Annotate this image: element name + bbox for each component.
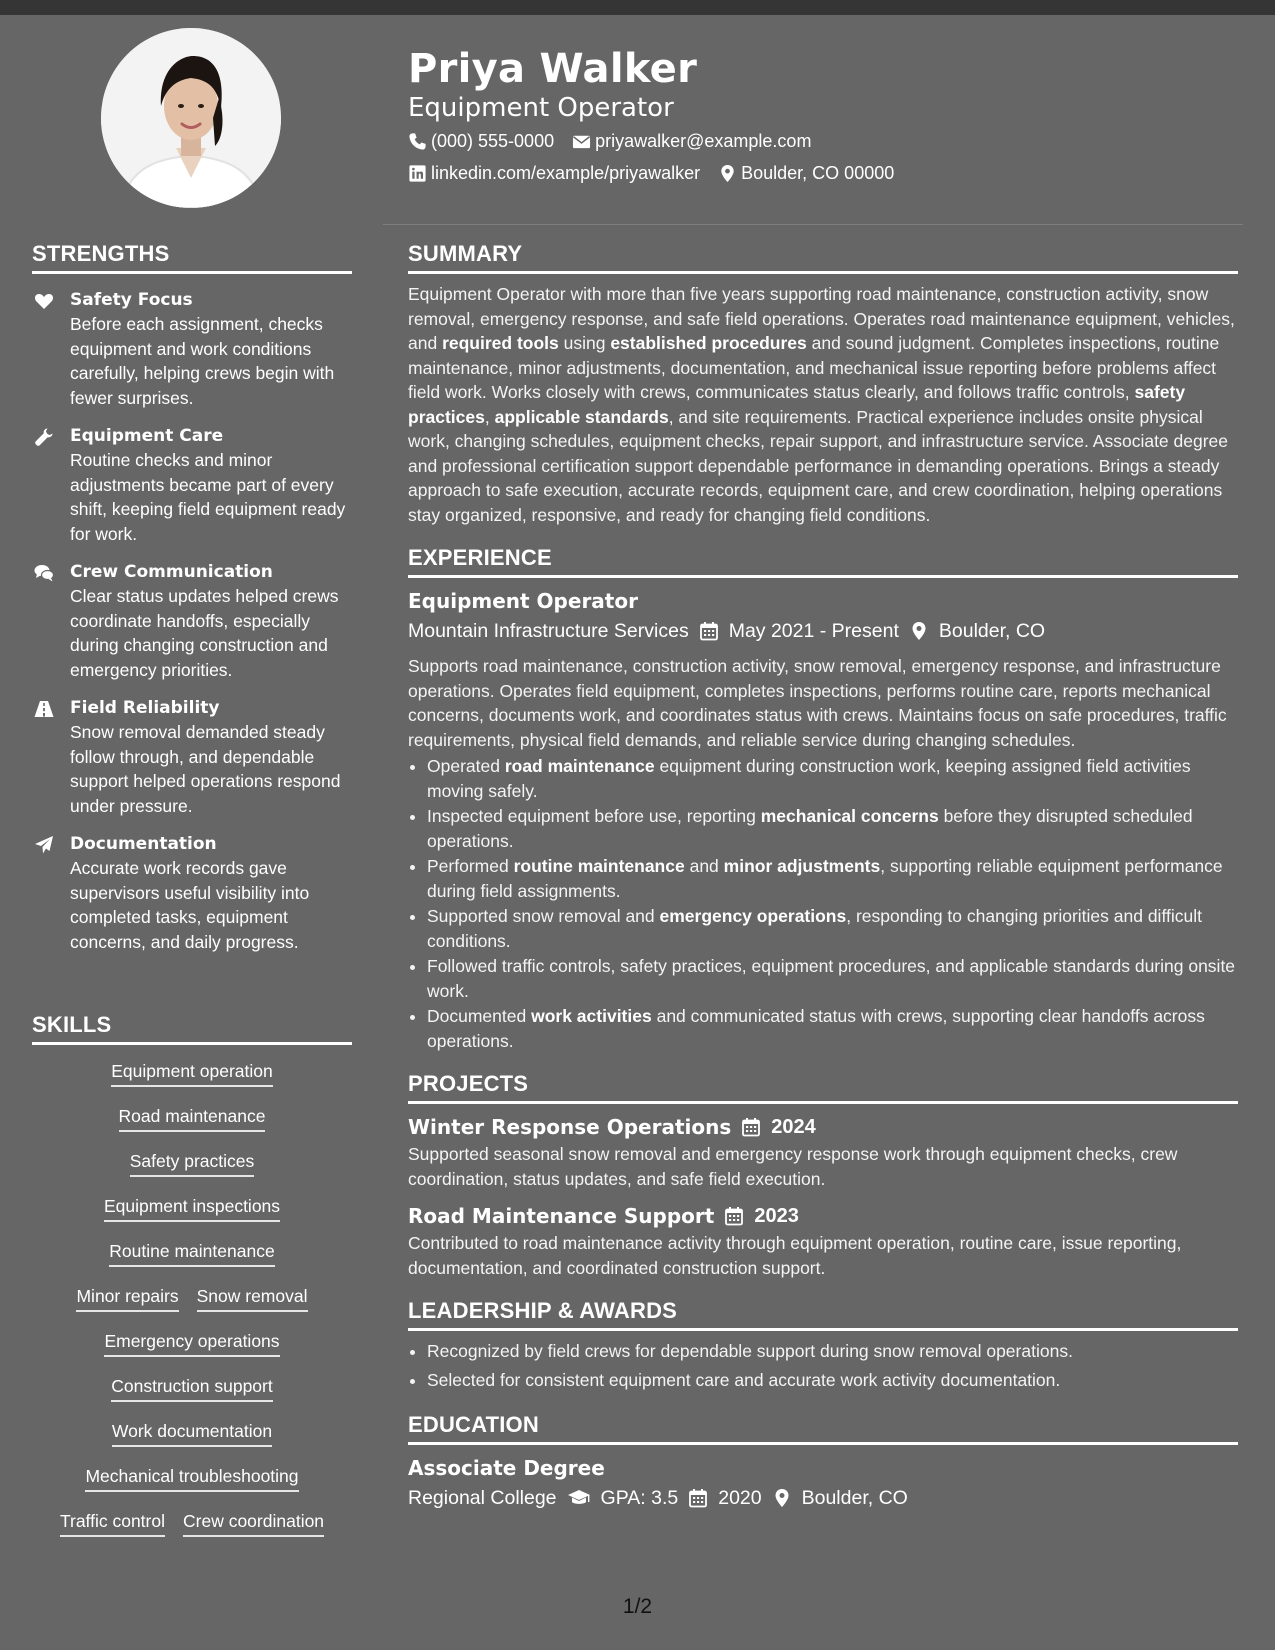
calendar-icon bbox=[724, 1206, 744, 1226]
strength-title: Documentation bbox=[70, 834, 217, 854]
road-icon bbox=[34, 699, 54, 719]
strength-item bbox=[32, 832, 352, 954]
graduation-cap-icon bbox=[567, 1488, 591, 1508]
strengths-heading: STRENGTHS bbox=[32, 241, 352, 274]
education-section bbox=[408, 1412, 1238, 1513]
bold-phrase: emergency operations bbox=[659, 906, 847, 926]
bold-phrase: applicable standards bbox=[494, 406, 669, 427]
calendar-icon bbox=[688, 1488, 708, 1508]
text-run: Documented bbox=[427, 1006, 532, 1026]
project-title-row bbox=[408, 1112, 1238, 1142]
contact-row bbox=[408, 158, 1248, 188]
skill-tag: Construction support bbox=[111, 1375, 272, 1402]
wrench-icon bbox=[34, 427, 54, 447]
summary-heading: SUMMARY bbox=[408, 241, 1238, 274]
text-run: equipment during construction work, keeping assigned field activities moving safely. bbox=[427, 756, 1191, 801]
experience-bullet bbox=[427, 904, 1238, 953]
map-marker-icon bbox=[772, 1488, 792, 1508]
calendar-icon bbox=[741, 1117, 761, 1137]
linkedin-text: linkedin.com/example/priyawalker bbox=[431, 163, 701, 183]
strength-item bbox=[32, 696, 352, 818]
phone-icon bbox=[408, 132, 427, 151]
project-title: Winter Response Operations bbox=[408, 1115, 732, 1139]
skill-tag: Road maintenance bbox=[119, 1105, 266, 1132]
skill-tag: Equipment inspections bbox=[104, 1195, 280, 1222]
bold-phrase: mechanical concerns bbox=[760, 806, 939, 826]
skill-row bbox=[32, 1096, 352, 1141]
map-marker-icon bbox=[718, 164, 737, 183]
skill-tag: Minor repairs bbox=[76, 1285, 178, 1312]
strength-text: Clear status updates helped crews coordinate handoffs, especially during changing construction and emergency priorities. bbox=[70, 586, 339, 680]
phone-text: (000) 555-0000 bbox=[431, 131, 555, 151]
profile-photo bbox=[101, 28, 281, 208]
summary-text bbox=[408, 282, 1238, 527]
strength-text: Snow removal demanded steady follow through, and dependable support helped operations respond under pressure. bbox=[70, 722, 341, 816]
strength-title: Crew Communication bbox=[70, 562, 273, 582]
experience-dates: May 2021 - Present bbox=[728, 620, 899, 642]
skill-tag: Emergency operations bbox=[104, 1330, 279, 1357]
strength-item bbox=[32, 560, 352, 682]
text-run: Inspected equipment before use, reporting bbox=[427, 806, 761, 826]
text-run: and communicated status with crews, supporting clear handoffs across operations. bbox=[427, 1006, 1205, 1051]
candidate-title: Equipment Operator bbox=[408, 93, 674, 123]
phone-contact[interactable] bbox=[408, 126, 554, 156]
projects-section bbox=[408, 1071, 1238, 1280]
comments-icon bbox=[34, 563, 54, 583]
skill-row bbox=[32, 1231, 352, 1276]
bold-phrase: safety practices bbox=[408, 382, 1186, 427]
text-run: Followed traffic controls, safety practices, equipment procedures, and applicable standards during onsite work. bbox=[427, 956, 1236, 1001]
skill-tag: Safety practices bbox=[130, 1150, 255, 1177]
project-item bbox=[408, 1112, 1238, 1191]
candidate-name: Priya Walker bbox=[408, 46, 698, 92]
avatar bbox=[101, 28, 281, 208]
project-text: Contributed to road maintenance activity through equipment operation, routine care, issue reporting, documentation, and coordinated construction support. bbox=[408, 1233, 1182, 1278]
experience-bullet bbox=[427, 954, 1238, 1003]
project-item bbox=[408, 1201, 1238, 1280]
bold-phrase: road maintenance bbox=[504, 756, 655, 776]
text-run: , and site requirements. Practical experience includes onsite physical work, changing schedules, equipment checks, repair support, and infrastructure service. Associate degree and professional certification support dependable performance in demanding operations. Brings a steady approach to safe execution, accurate records, equipment care, and crew coordination, helping operations stay organized, responsive, and ready for changing field conditions. bbox=[408, 406, 1229, 525]
skills-section bbox=[32, 1012, 352, 1546]
skill-row bbox=[32, 1141, 352, 1186]
bold-phrase: routine maintenance bbox=[513, 856, 685, 876]
strength-title: Safety Focus bbox=[70, 290, 193, 310]
text-run: before they disrupted scheduled operations. bbox=[427, 806, 1193, 851]
project-title: Road Maintenance Support bbox=[408, 1204, 715, 1228]
education-school: Regional College bbox=[408, 1487, 557, 1509]
strength-title: Equipment Care bbox=[70, 426, 224, 446]
summary-section bbox=[408, 241, 1238, 527]
experience-company: Mountain Infrastructure Services bbox=[408, 620, 689, 642]
strength-item bbox=[32, 288, 352, 410]
linkedin-icon bbox=[408, 164, 427, 183]
map-marker-icon bbox=[909, 621, 929, 641]
experience-meta bbox=[408, 616, 1238, 646]
skill-tag: Work documentation bbox=[112, 1420, 272, 1447]
skill-row bbox=[32, 1186, 352, 1231]
education-meta bbox=[408, 1483, 1238, 1513]
location-text: Boulder, CO 00000 bbox=[741, 163, 895, 183]
experience-location: Boulder, CO bbox=[938, 620, 1046, 642]
text-run: , bbox=[484, 406, 495, 427]
strength-text: Routine checks and minor adjustments became part of every shift, keeping field equipment ready for work. bbox=[70, 450, 346, 544]
calendar-icon bbox=[699, 621, 719, 641]
main-column bbox=[408, 241, 1238, 1531]
email-text: priyawalker@example.com bbox=[595, 131, 812, 151]
top-bar bbox=[0, 0, 1275, 15]
strengths-section bbox=[32, 241, 352, 954]
heart-icon bbox=[34, 291, 54, 311]
text-run: and sound judgment. Completes inspections, routine maintenance, minor adjustments, documentation, and mechanical issue reporting before problems affect field work. Works closely with crews, communicates status clearly, and follows traffic controls, bbox=[408, 333, 1220, 402]
projects-heading: PROJECTS bbox=[408, 1071, 1238, 1104]
strength-text: Accurate work records gave supervisors useful visibility into completed tasks, equipment concerns, and daily progress. bbox=[70, 858, 310, 952]
skill-row bbox=[32, 1411, 352, 1456]
skill-tag: Traffic control bbox=[60, 1510, 165, 1537]
award-item: • Recognized by field crews for dependable support during snow removal operations. bbox=[427, 1337, 1238, 1365]
awards-heading: LEADERSHIP & AWARDS bbox=[408, 1298, 1238, 1331]
page-number: 1/2 bbox=[622, 1595, 653, 1618]
project-year: 2024 bbox=[771, 1116, 816, 1138]
skill-tag: Crew coordination bbox=[183, 1510, 324, 1537]
skill-row bbox=[32, 1321, 352, 1366]
experience-bullet bbox=[427, 1004, 1238, 1053]
bold-phrase: work activities bbox=[531, 1006, 652, 1026]
awards-list bbox=[408, 1337, 1238, 1394]
text-run: , supporting reliable equipment performance during field assignments. bbox=[427, 856, 1223, 901]
skill-row bbox=[32, 1276, 352, 1321]
text-run: Equipment Operator with more than five years supporting road maintenance, construction activity, snow removal, emergency response, and safe field operations. Operates road maintenance equipment, vehicles, and bbox=[408, 284, 1235, 353]
text-run: Operated bbox=[427, 756, 505, 776]
strength-text: Before each assignment, checks equipment and work conditions carefully, helping crews begin with fewer surprises. bbox=[70, 314, 335, 408]
awards-section bbox=[408, 1298, 1238, 1394]
experience-description: Supports road maintenance, construction activity, snow removal, emergency response, and infrastructure operations. Operates field equipment, completes inspections, performs routine care, reports mechanical concerns, documents work, and coordinates status with crews. Maintains focus on safe procedures, traffic requirements, physical field demands, and reliable service during changing schedules. bbox=[408, 656, 1227, 750]
project-title-row bbox=[408, 1201, 1238, 1231]
experience-section bbox=[408, 545, 1238, 1053]
project-year: 2023 bbox=[754, 1205, 799, 1227]
project-text: Supported seasonal snow removal and emergency response work through equipment checks, crew coordination, status updates, and safe field execution. bbox=[408, 1144, 1178, 1189]
bold-phrase: required tools bbox=[442, 333, 559, 353]
skill-row bbox=[32, 1366, 352, 1411]
text-run: Performed bbox=[427, 856, 514, 876]
education-degree: Associate Degree bbox=[408, 1456, 605, 1480]
contact-row bbox=[408, 126, 1248, 156]
skill-tag: Mechanical troubleshooting bbox=[85, 1465, 298, 1492]
text-run: using bbox=[558, 333, 611, 353]
text-run: Supported snow removal and bbox=[427, 906, 660, 926]
skill-tag: Equipment operation bbox=[111, 1060, 273, 1087]
skills-heading: SKILLS bbox=[32, 1012, 352, 1045]
resume-header bbox=[408, 44, 1248, 188]
strength-item bbox=[32, 424, 352, 546]
skill-row bbox=[32, 1456, 352, 1501]
skill-row bbox=[32, 1051, 352, 1096]
skill-tag: Routine maintenance bbox=[109, 1240, 274, 1267]
linkedin-contact[interactable] bbox=[408, 158, 700, 188]
email-contact[interactable] bbox=[572, 126, 811, 156]
education-location: Boulder, CO bbox=[801, 1487, 908, 1509]
experience-bullet bbox=[427, 804, 1238, 853]
bold-phrase: established procedures bbox=[610, 333, 807, 353]
strength-title: Field Reliability bbox=[70, 698, 220, 718]
experience-bullet bbox=[427, 754, 1238, 803]
award-item: • Selected for consistent equipment care and accurate work activity documentation. bbox=[427, 1366, 1238, 1394]
experience-role: Equipment Operator bbox=[408, 589, 638, 613]
education-year: 2020 bbox=[718, 1487, 762, 1509]
location-contact bbox=[718, 158, 894, 188]
experience-bullets bbox=[408, 754, 1238, 1053]
envelope-icon bbox=[572, 132, 591, 151]
skill-row bbox=[32, 1501, 352, 1546]
skill-tag: Snow removal bbox=[197, 1285, 308, 1312]
experience-bullet bbox=[427, 854, 1238, 903]
bold-phrase: minor adjustments bbox=[723, 856, 881, 876]
text-run: and bbox=[684, 856, 724, 876]
paper-plane-icon bbox=[34, 835, 54, 855]
text-run: , responding to changing priorities and difficult conditions. bbox=[427, 906, 1202, 951]
header-divider bbox=[383, 224, 1243, 225]
education-heading: EDUCATION bbox=[408, 1412, 1238, 1445]
education-gpa: GPA: 3.5 bbox=[600, 1487, 679, 1509]
experience-heading: EXPERIENCE bbox=[408, 545, 1238, 578]
